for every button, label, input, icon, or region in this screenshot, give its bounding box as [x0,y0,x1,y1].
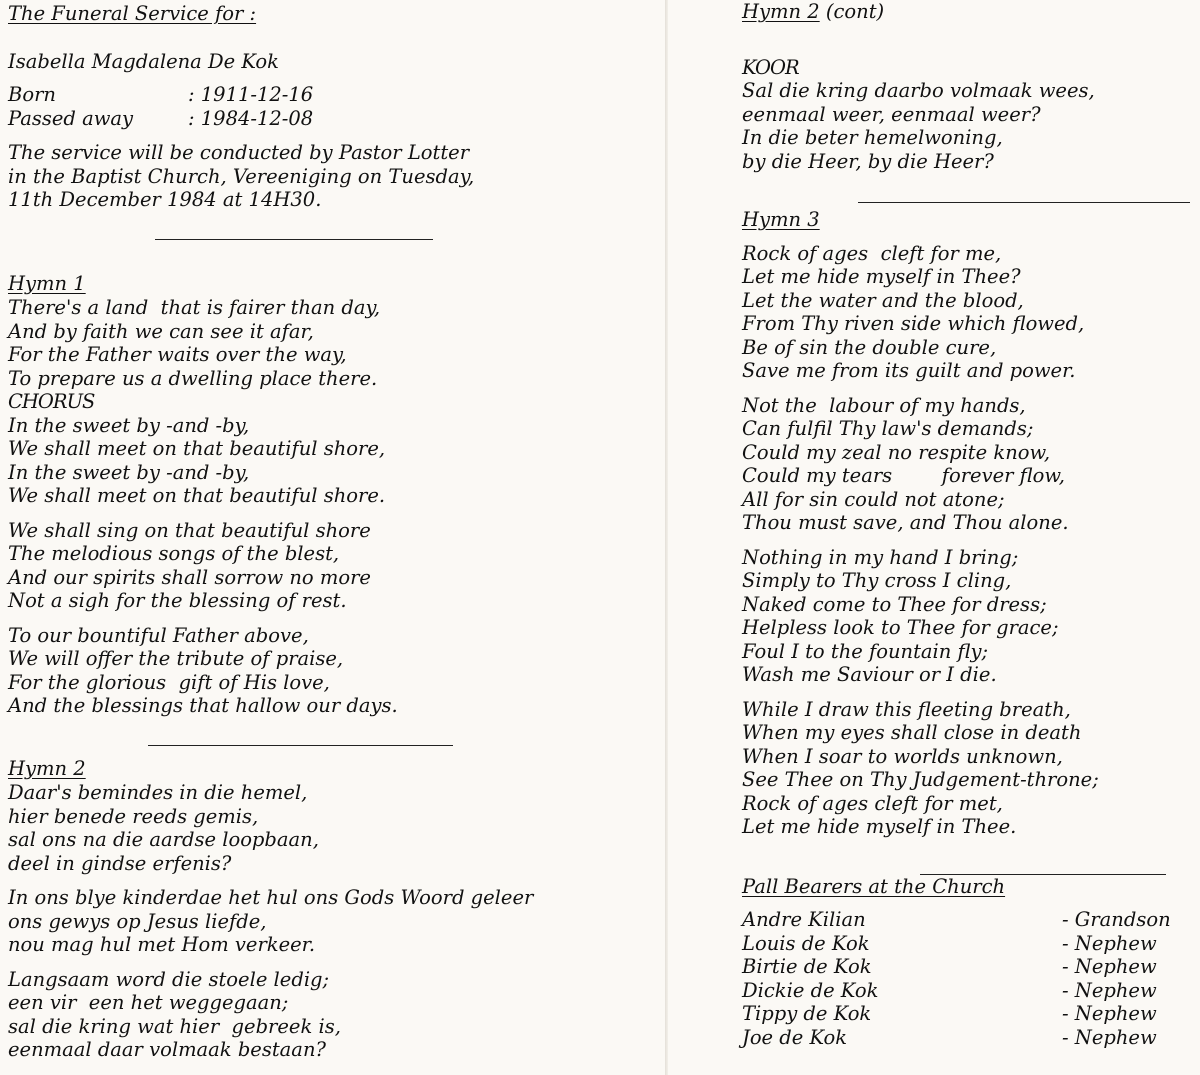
right-column [742,0,1192,1049]
verse-line: Let the water and the blood, [742,288,1024,312]
service-title: The Funeral Service for : [8,2,257,25]
verse-line: Nothing in my hand I bring; [742,545,1019,569]
verse-line: ons gewys op Jesus liefde, [8,909,267,933]
verse-line: Sal die kring daarbo volmaak wees, [742,79,1095,102]
pall-bearer-name: Tippy de Kok [742,1002,872,1025]
verse-line: Foul I to the fountain fly; [742,639,989,663]
verse-line: Can fulfil Thy law's demands; [742,417,1034,440]
born-label: Born [8,83,56,106]
verse-line: When my eyes shall close in death [742,721,1082,744]
verse-line: Could my zeal no respite know, [742,440,1051,464]
verse-line: eenmaal daar volmaak bestaan? [8,1038,326,1061]
hymn2-verse [8,886,648,957]
hymn2-cont-heading [742,0,1192,24]
pall-bearer-row [742,1002,1192,1026]
verse-line: Let me hide myself in Thee? [742,265,1021,288]
verse-line: Thou must save, and Thou alone. [742,511,1069,534]
verse-line: Langsaam word die stoele ledig; [8,967,330,991]
verse-line: We will offer the tribute of praise, [8,647,344,670]
hymn3-verse [742,242,1192,383]
verse-line: In die beter hemelwoning, [742,126,1003,149]
verse-line: We shall sing on that beautiful shore [8,518,371,542]
hymn2-cont-title: Hymn 2 [742,0,820,23]
pall-bearer-relation: - Nephew [1062,955,1157,978]
hymn1-verse [8,519,648,613]
pall-bearer-row [742,1026,1192,1050]
verse-line: We shall meet on that beautiful shore, [8,437,386,460]
pall-bearer-row [742,955,1192,979]
verse-line: And our spirits shall sorrow no more [8,565,371,589]
verse-line: Rock of ages cleft for met, [742,791,1003,815]
pall-bearer-name: Birtie de Kok [742,955,872,978]
verse-line: To our bountiful Father above, [8,623,309,647]
left-column [8,0,648,1062]
pall-bearer-name: Joe de Kok [742,1025,848,1049]
verse-line: In the sweet by -and -by, [8,460,250,484]
pall-bearer-relation: - Nephew [1062,1002,1157,1025]
verse-line: by die Heer, by die Heer? [742,149,994,173]
verse-line: And by faith we can see it afar, [8,319,314,343]
verse-line: The melodious songs of the blest, [8,542,340,565]
hymn3-title: Hymn 3 [742,208,820,231]
verse-line: For the glorious gift of His love, [8,670,330,694]
verse-line: Naked come to Thee for dress; [742,592,1047,616]
verse-line: From Thy riven side which flowed, [742,312,1085,335]
hymn1-title: Hymn 1 [8,271,86,295]
verse-line: nou mag hul met Hom verkeer. [8,933,316,956]
hymn1-chorus [8,414,648,508]
verse-line: We shall meet on that beautiful shore. [8,484,386,507]
verse-line: Rock of ages cleft for me, [742,241,1002,265]
separator-rule [920,874,1166,875]
verse-line: And the blessings that hallow our days. [8,694,398,717]
service-details [8,141,648,212]
hymn3-verse [742,394,1192,535]
verse-line: In the sweet by -and -by, [8,413,250,437]
page-fold [665,0,668,1075]
pall-bearer-relation: - Nephew [1062,1025,1157,1049]
hymn2-verse [8,781,648,875]
verse-line: sal die kring wat hier gebreek is, [8,1014,341,1038]
hymn1-verse [8,296,648,390]
verse-line: Not the labour of my hands, [742,393,1026,417]
passed-row [8,107,648,131]
pall-bearer-name: Dickie de Kok [742,978,879,1002]
verse-line: Not a sigh for the blessing of rest. [8,589,347,612]
koor-verse [742,79,1192,173]
hymn2-title: Hymn 2 [8,756,86,780]
verse-line: There's a land that is fairer than day, [8,296,381,319]
pall-bearer-row [742,932,1192,956]
verse-line: Daar's bemindes in die hemel, [8,781,308,804]
service-line: 11th December 1984 at 14H30. [8,188,322,211]
pall-bearer-relation: - Nephew [1062,931,1157,955]
hymn3-verse [742,698,1192,839]
hymn3-verse [742,546,1192,687]
verse-line: eenmaal weer, eenmaal weer? [742,102,1041,126]
pall-bearer-row [742,979,1192,1003]
born-value: : 1911-12-16 [188,83,314,106]
pall-bearer-row [742,908,1192,932]
passed-label: Passed away [8,106,134,130]
passed-value: : 1984-12-08 [188,106,314,130]
verse-line: Could my tears forever flow, [742,464,1065,487]
born-row [8,83,648,107]
service-line: in the Baptist Church, Vereeniging on Tuesday, [8,164,475,188]
koor-label: KOOR [742,55,799,79]
verse-line: sal ons na die aardse loopbaan, [8,828,319,851]
pall-bearers-list [742,908,1192,1049]
service-line: The service will be conducted by Pastor Lotter [8,141,470,164]
pall-bearer-name: Andre Kilian [742,908,866,931]
verse-line: Wash me Saviour or I die. [742,663,997,686]
verse-line: Simply to Thy cross I cling, [742,569,1012,592]
verse-line: hier benede reeds gemis, [8,804,259,828]
hymn2-cont-suffix: (cont) [819,0,885,23]
hymn2-verse [8,968,648,1062]
verse-line: Be of sin the double cure, [742,335,997,359]
separator-rule [155,239,433,240]
deceased-name: Isabella Magdalena De Kok [8,49,279,73]
pall-bearer-relation: - Nephew [1062,978,1157,1002]
chorus-label: CHORUS [8,390,95,413]
separator-rule [858,202,1190,203]
verse-line: deel in gindse erfenis? [8,851,232,875]
pall-bearer-name: Louis de Kok [742,931,870,955]
separator-rule [148,745,453,746]
verse-line: While I draw this fleeting breath, [742,697,1071,721]
pall-bearers-title: Pall Bearers at the Church [742,874,1006,898]
verse-line: See Thee on Thy Judgement-throne; [742,768,1099,791]
verse-line: All for sin could not atone; [742,487,1005,511]
verse-line: Helpless look to Thee for grace; [742,616,1059,639]
verse-line: When I soar to worlds unknown, [742,744,1063,768]
verse-line: For the Father waits over the way, [8,343,347,366]
verse-line: Save me from its guilt and power. [742,359,1076,382]
verse-line: een vir een het weggegaan; [8,991,289,1014]
hymn1-verse [8,624,648,718]
verse-line: Let me hide myself in Thee. [742,815,1017,838]
pall-bearer-relation: - Grandson [1062,908,1171,931]
verse-line: To prepare us a dwelling place there. [8,366,378,390]
verse-line: In ons blye kinderdae het hul ons Gods Woord geleer [8,886,534,909]
